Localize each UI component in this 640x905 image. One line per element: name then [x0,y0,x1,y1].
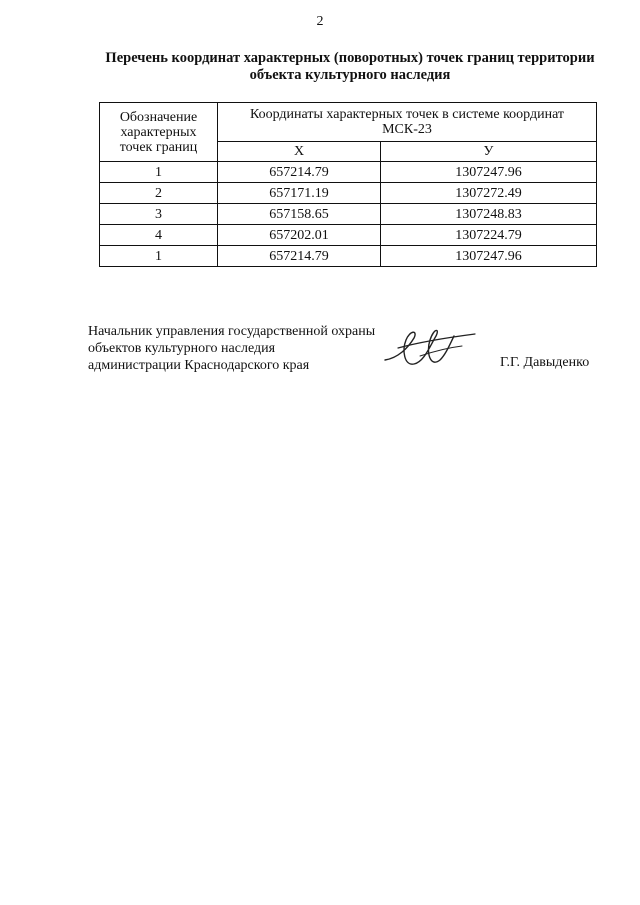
cell-y: 1307272.49 [381,183,597,204]
table-row [100,183,597,204]
signature-icon [380,318,480,378]
table-row [100,246,597,267]
header-y: У [381,141,597,161]
position-line-3: администрации Краснодарского края [88,358,310,373]
table-row [100,225,597,246]
cell-point: 2 [100,183,218,204]
header-x: X [218,141,381,161]
header-coordinates-group: Координаты характерных точек в системе координат МСК-23 [218,103,597,142]
cell-y: 1307224.79 [381,225,597,246]
cell-point: 1 [100,246,218,267]
cell-x: 657202.01 [218,225,381,246]
cell-x: 657171.19 [218,183,381,204]
cell-point: 3 [100,204,218,225]
cell-point: 1 [100,162,218,183]
position-line-2: объектов культурного наследия [88,341,276,356]
document-title [80,50,620,84]
cell-x: 657214.79 [218,162,381,183]
cell-y: 1307247.96 [381,246,597,267]
cell-x: 657214.79 [218,246,381,267]
table-row [100,162,597,183]
cell-point: 4 [100,225,218,246]
cell-y: 1307247.96 [381,162,597,183]
signer-position [88,323,375,374]
position-line-1: Начальник управления государственной охраны [88,324,376,339]
title-line-2: объекта культурного наследия [249,67,451,83]
signer-name: Г.Г. Давыденко [500,355,590,370]
header-designation: Обозначение характерных точек границ [100,103,218,162]
table-row [100,204,597,225]
page-number: 2 [316,14,324,29]
cell-y: 1307248.83 [381,204,597,225]
title-line-1: Перечень координат характерных (поворотных) точек границ территории [105,50,595,66]
coordinates-table [99,102,597,267]
cell-x: 657158.65 [218,204,381,225]
